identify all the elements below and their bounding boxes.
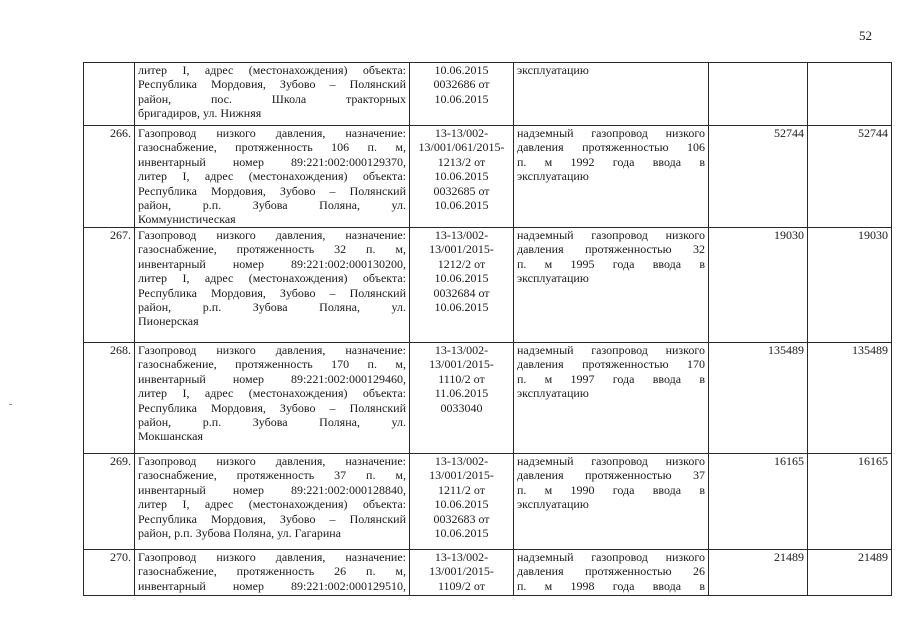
text-line: Пионерская bbox=[138, 314, 199, 329]
text-line: газоснабжение, протяженность 26 п. м, bbox=[138, 564, 406, 579]
residual-value: 52744 bbox=[808, 126, 892, 228]
text-line: 13-13/002- bbox=[434, 550, 489, 564]
object-description bbox=[135, 63, 410, 126]
text-line: 1212/2 от bbox=[437, 256, 486, 271]
text-line: 0032684 от bbox=[433, 285, 490, 300]
residual-value: 19030 bbox=[808, 228, 892, 343]
book-value bbox=[709, 63, 808, 126]
text-line: эксплуатацию bbox=[517, 169, 589, 184]
text-line: 10.06.2015 bbox=[434, 63, 489, 77]
text-line: 10.06.2015 bbox=[434, 497, 489, 512]
text-line: 10.06.2015 bbox=[434, 300, 489, 315]
text-line: эксплуатацию bbox=[517, 386, 589, 401]
object-description bbox=[135, 343, 410, 454]
object-characteristics bbox=[514, 343, 709, 454]
text-line: инвентарный номер 89:221:002:000129460, bbox=[138, 371, 406, 386]
registration-record bbox=[410, 550, 514, 596]
object-description bbox=[135, 454, 410, 550]
text-line: инвентарный номер 89:221:002:000130200, bbox=[138, 256, 406, 271]
text-line: 0033040 bbox=[440, 400, 483, 415]
text-line: надземный газопровод низкого bbox=[517, 343, 705, 357]
object-characteristics bbox=[514, 228, 709, 343]
text-line: давления протяженностью 170 bbox=[517, 357, 705, 372]
text-line: п. м 1990 года ввода в bbox=[517, 482, 705, 497]
text-line: газоснабжение, протяженность 106 п. м, bbox=[138, 140, 406, 155]
table-row bbox=[84, 550, 892, 596]
table-row bbox=[84, 454, 892, 550]
text-line: газоснабжение, протяженность 32 п. м, bbox=[138, 242, 406, 257]
row-number: 267. bbox=[84, 228, 135, 343]
text-line: 1211/2 от bbox=[438, 482, 485, 497]
text-line: 1109/2 от bbox=[438, 578, 485, 593]
text-line: Газопровод низкого давления, назначение: bbox=[138, 126, 406, 140]
book-value: 135489 bbox=[709, 343, 808, 454]
row-number: 270. bbox=[84, 550, 135, 596]
text-line: 1213/2 от bbox=[437, 154, 486, 169]
text-line: 1110/2 от bbox=[438, 371, 485, 386]
text-line: литер I, адрес (местонахождения) объекта: bbox=[138, 169, 406, 184]
text-line: 13/001/2015- bbox=[429, 357, 494, 372]
table-row bbox=[84, 126, 892, 228]
text-line: давления протяженностью 106 bbox=[517, 140, 705, 155]
text-line: давления протяженностью 26 bbox=[517, 564, 705, 579]
text-line: 13/001/2015- bbox=[429, 468, 494, 483]
text-line: п. м 1992 года ввода в bbox=[517, 154, 705, 169]
object-characteristics bbox=[514, 126, 709, 228]
text-line: Республика Мордовия, Зубово – Полянский bbox=[138, 77, 406, 92]
text-line: 11.06.2015 bbox=[434, 386, 489, 401]
object-description bbox=[135, 126, 410, 228]
text-line: п. м 1997 года ввода в bbox=[517, 371, 705, 386]
text-line: литер I, адрес (местонахождения) объекта: bbox=[138, 63, 406, 77]
table-row bbox=[84, 228, 892, 343]
row-number: 268. bbox=[84, 343, 135, 454]
text-line: инвентарный номер 89:221:002:000129370, bbox=[138, 154, 406, 169]
text-line: газоснабжение, протяженность 170 п. м, bbox=[138, 357, 406, 372]
registry-table bbox=[83, 62, 892, 596]
row-number bbox=[84, 63, 135, 126]
book-value: 16165 bbox=[709, 454, 808, 550]
text-line: Республика Мордовия, Зубово – Полянский bbox=[138, 400, 406, 415]
registration-record bbox=[410, 63, 514, 126]
text-line: Республика Мордовия, Зубово – Полянский bbox=[138, 511, 406, 526]
text-line: Республика Мордовия, Зубово – Полянский bbox=[138, 183, 406, 198]
text-line: надземный газопровод низкого bbox=[517, 454, 705, 468]
book-value: 19030 bbox=[709, 228, 808, 343]
row-number: 269. bbox=[84, 454, 135, 550]
text-line: 10.06.2015 bbox=[434, 91, 489, 106]
text-line: газоснабжение, протяженность 37 п. м, bbox=[138, 468, 406, 483]
object-characteristics bbox=[514, 63, 709, 126]
text-line: 13-13/002- bbox=[434, 343, 489, 357]
text-line: 10.06.2015 bbox=[434, 198, 489, 213]
text-line: давления протяженностью 37 bbox=[517, 468, 705, 483]
table-row bbox=[84, 63, 892, 126]
page-number: 52 bbox=[859, 28, 872, 43]
text-line: литер I, адрес (местонахождения) объекта: bbox=[138, 271, 406, 286]
text-line: Газопровод низкого давления, назначение: bbox=[138, 454, 406, 468]
row-number: 266. bbox=[84, 126, 135, 228]
book-value: 52744 bbox=[709, 126, 808, 228]
text-line: район, р.п. Зубова Поляна, ул. Гагарина bbox=[138, 526, 341, 541]
residual-value: 21489 bbox=[808, 550, 892, 596]
scan-mark bbox=[9, 404, 12, 405]
object-characteristics bbox=[514, 454, 709, 550]
text-line: 10.06.2015 bbox=[434, 169, 489, 184]
object-description bbox=[135, 550, 410, 596]
text-line: 13-13/002- bbox=[434, 228, 489, 242]
text-line: 10.06.2015 bbox=[434, 271, 489, 286]
text-line: Мокшанская bbox=[138, 429, 204, 444]
residual-value: 16165 bbox=[808, 454, 892, 550]
text-line: давления протяженностью 32 bbox=[517, 242, 705, 257]
table-row bbox=[84, 343, 892, 454]
book-value: 21489 bbox=[709, 550, 808, 596]
registration-record bbox=[410, 343, 514, 454]
text-line: эксплуатацию bbox=[517, 497, 589, 512]
text-line: Газопровод низкого давления, назначение: bbox=[138, 550, 406, 564]
residual-value bbox=[808, 63, 892, 126]
text-line: 0032686 от bbox=[433, 77, 490, 92]
text-line: надземный газопровод низкого bbox=[517, 228, 705, 242]
text-line: инвентарный номер 89:221:002:000128840, bbox=[138, 482, 406, 497]
text-line: надземный газопровод низкого bbox=[517, 550, 705, 564]
registration-record bbox=[410, 454, 514, 550]
object-characteristics bbox=[514, 550, 709, 596]
text-line: 0032685 от bbox=[433, 183, 490, 198]
text-line: район, пос. Школа тракторных bbox=[138, 91, 406, 106]
text-line: инвентарный номер 89:221:002:000129510, bbox=[138, 578, 406, 593]
text-line: 10.06.2015 bbox=[434, 526, 489, 541]
text-line: 13/001/2015- bbox=[429, 564, 494, 579]
text-line: бригадиров, ул. Нижняя bbox=[138, 106, 262, 121]
text-line: 13/001/2015- bbox=[429, 242, 494, 257]
object-description bbox=[135, 228, 410, 343]
residual-value: 135489 bbox=[808, 343, 892, 454]
text-line: Коммунистическая bbox=[138, 212, 236, 227]
text-line: район, р.п. Зубова Поляна, ул. bbox=[138, 415, 406, 430]
text-line: п. м 1995 года ввода в bbox=[517, 256, 705, 271]
text-line: литер I, адрес (местонахождения) объекта: bbox=[138, 386, 406, 401]
text-line: эксплуатацию bbox=[517, 271, 589, 286]
registration-record bbox=[410, 126, 514, 228]
text-line: Газопровод низкого давления, назначение: bbox=[138, 228, 406, 242]
text-line: 0032683 от bbox=[433, 511, 490, 526]
text-line: район, р.п. Зубова Поляна, ул. bbox=[138, 198, 406, 213]
text-line: 13-13/002- bbox=[434, 126, 489, 140]
registration-record bbox=[410, 228, 514, 343]
text-line: надземный газопровод низкого bbox=[517, 126, 705, 140]
text-line: эксплуатацию bbox=[517, 63, 589, 77]
text-line: Республика Мордовия, Зубово – Полянский bbox=[138, 285, 406, 300]
text-line: Газопровод низкого давления, назначение: bbox=[138, 343, 406, 357]
text-line: 13-13/002- bbox=[434, 454, 489, 468]
text-line: п. м 1998 года ввода в bbox=[517, 578, 705, 593]
text-line: 13/001/061/2015- bbox=[418, 140, 505, 155]
text-line: литер I, адрес (местонахождения) объекта: bbox=[138, 497, 406, 512]
text-line: район, р.п. Зубова Поляна, ул. bbox=[138, 300, 406, 315]
